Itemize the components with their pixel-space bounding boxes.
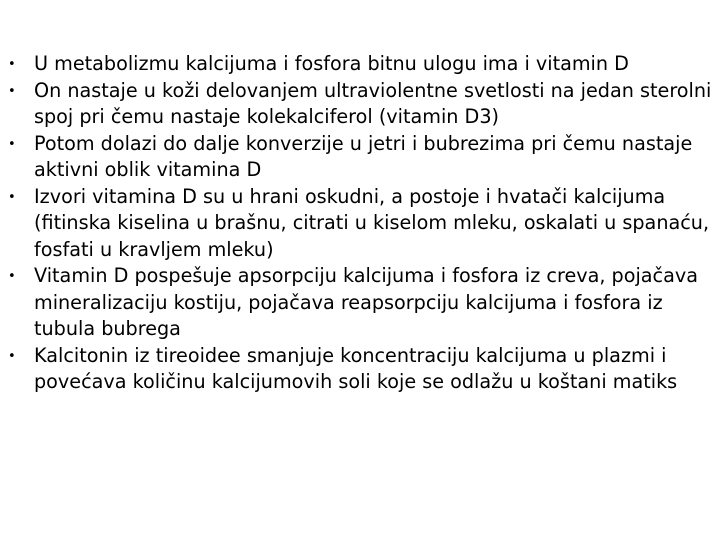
bullet-text: On nastaje u koži delovanjem ultraviolentne svetlosti na jedan sterolni spoj pri čemu nastaje kolekalciferol (vitamin D3) <box>34 78 712 128</box>
bullet-text: Kalcitonin iz tireoidee smanjuje koncentraciju kalcijuma u plazmi i povećava količinu kalcijumovih soli koje se odlažu u koštani matiks <box>34 343 678 393</box>
bullet-icon: • <box>8 136 16 152</box>
bullet-text: U metabolizmu kalcijuma i fosfora bitnu ulogu ima i vitamin D <box>34 52 629 75</box>
bullet-text: Potom dolazi do dalje konverzije u jetri i bubrezima pri čemu nastaje aktivni oblik vitamina D <box>34 131 693 181</box>
bullet-item <box>8 131 714 184</box>
bullet-icon: • <box>8 348 16 364</box>
bullet-icon: • <box>8 83 16 99</box>
bullet-item <box>8 184 714 264</box>
bullet-icon: • <box>8 57 16 72</box>
bullet-icon: • <box>8 269 16 284</box>
bullet-item <box>8 343 714 396</box>
bullet-item <box>8 78 714 131</box>
bullet-text: Izvori vitamina D su u hrani oskudni, a postoje i hvatači kalcijuma (fitinska kiselina u brašnu, citrati u kiselom mleku, oskalati u spanaću, fosfati u kravljem mleku) <box>34 184 710 261</box>
bullet-item <box>8 51 714 78</box>
bullet-icon: • <box>8 189 16 205</box>
bullet-list <box>8 51 714 396</box>
bullet-text: Vitamin D pospešuje apsorpciju kalcijuma i fosfora iz creva, pojačava mineralizaciju kostiju, pojačava reapsorpciju kalcijuma i fosfora iz tubula bubrega <box>34 264 698 340</box>
bullet-item <box>8 263 714 343</box>
